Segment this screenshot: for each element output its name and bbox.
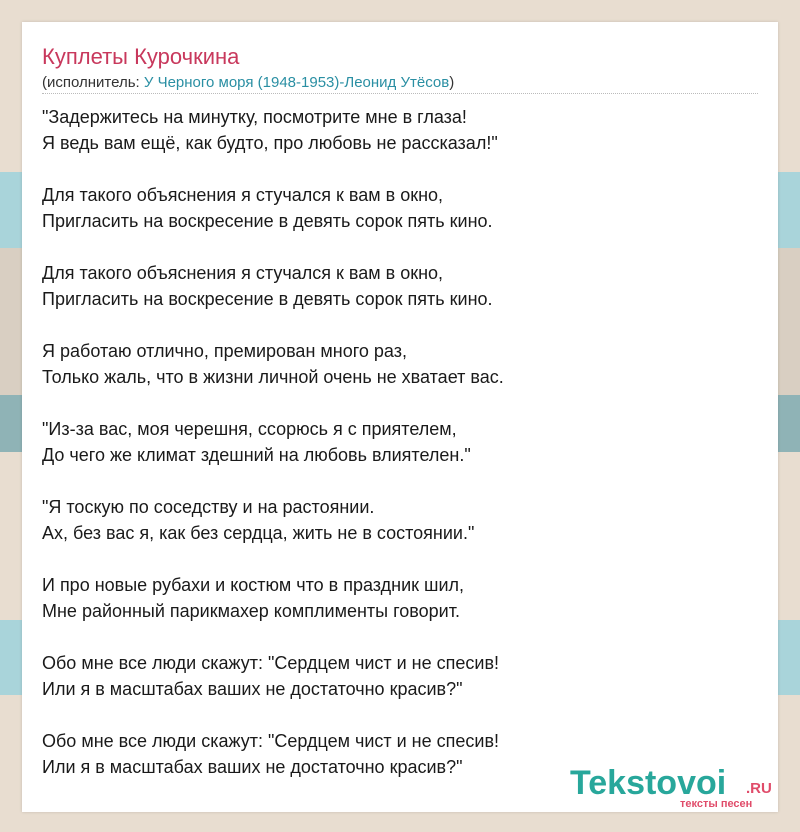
stanza xyxy=(42,494,758,546)
lyric-line: Обо мне все люди скажут: "Сердцем чист и не спесив! xyxy=(42,731,500,751)
lyric-line: Пригласить на воскресение в девять сорок пять кино. xyxy=(42,289,493,309)
stanza xyxy=(42,416,758,468)
lyrics-page xyxy=(22,22,778,812)
lyrics-text xyxy=(42,104,758,780)
lyric-line: "Задержитесь на минутку, посмотрите мне в глаза! xyxy=(42,107,467,127)
lyric-line: И про новые рубахи и костюм что в праздник шил, xyxy=(42,575,464,595)
lyric-line: "Я тоскую по соседству и на растоянии. xyxy=(42,497,375,517)
logo-tld-text: .RU xyxy=(746,780,772,797)
logo-main-text: Tekstovoi xyxy=(570,764,727,802)
stanza xyxy=(42,572,758,624)
stanza xyxy=(42,650,758,702)
logo-subtitle: тексты песен xyxy=(680,798,753,810)
lyric-line: Или я в масштабах ваших не достаточно красив?" xyxy=(42,757,463,777)
stanza xyxy=(42,182,758,234)
lyric-line: Ах, без вас я, как без сердца, жить не в состоянии." xyxy=(42,523,475,543)
lyric-line: Или я в масштабах ваших не достаточно красив?" xyxy=(42,679,463,699)
lyric-line: Я ведь вам ещё, как будто, про любовь не рассказал!" xyxy=(42,133,498,153)
lyric-line: Пригласить на воскресение в девять сорок пять кино. xyxy=(42,211,493,231)
performer-info xyxy=(42,74,454,91)
lyric-line: Мне районный парикмахер комплименты говорит. xyxy=(42,601,460,621)
lyric-line: Только жаль, что в жизни личной очень не хватает вас. xyxy=(42,367,504,387)
title-divider xyxy=(42,93,758,94)
lyric-line: Я работаю отлично, премирован много раз, xyxy=(42,341,407,361)
stanza xyxy=(42,338,758,390)
lyric-line: Обо мне все люди скажут: "Сердцем чист и не спесив! xyxy=(42,653,500,673)
lyric-line: Для такого объяснения я стучался к вам в окно, xyxy=(42,263,444,283)
song-title: Куплеты Курочкина xyxy=(42,44,240,69)
lyric-line: "Из-за вас, моя черешня, ссорюсь я с приятелем, xyxy=(42,419,457,439)
performer-suffix: ) xyxy=(449,74,455,91)
performer-prefix: (исполнитель: xyxy=(42,74,144,91)
performer-link[interactable]: У Черного моря (1948-1953)-Леонид Утёсов xyxy=(143,74,450,91)
stanza xyxy=(42,104,758,156)
stanza xyxy=(42,260,758,312)
lyric-line: До чего же климат здешний на любовь влиятелен." xyxy=(42,445,471,465)
lyric-line: Для такого объяснения я стучался к вам в окно, xyxy=(42,185,444,205)
site-logo[interactable] xyxy=(570,764,780,814)
